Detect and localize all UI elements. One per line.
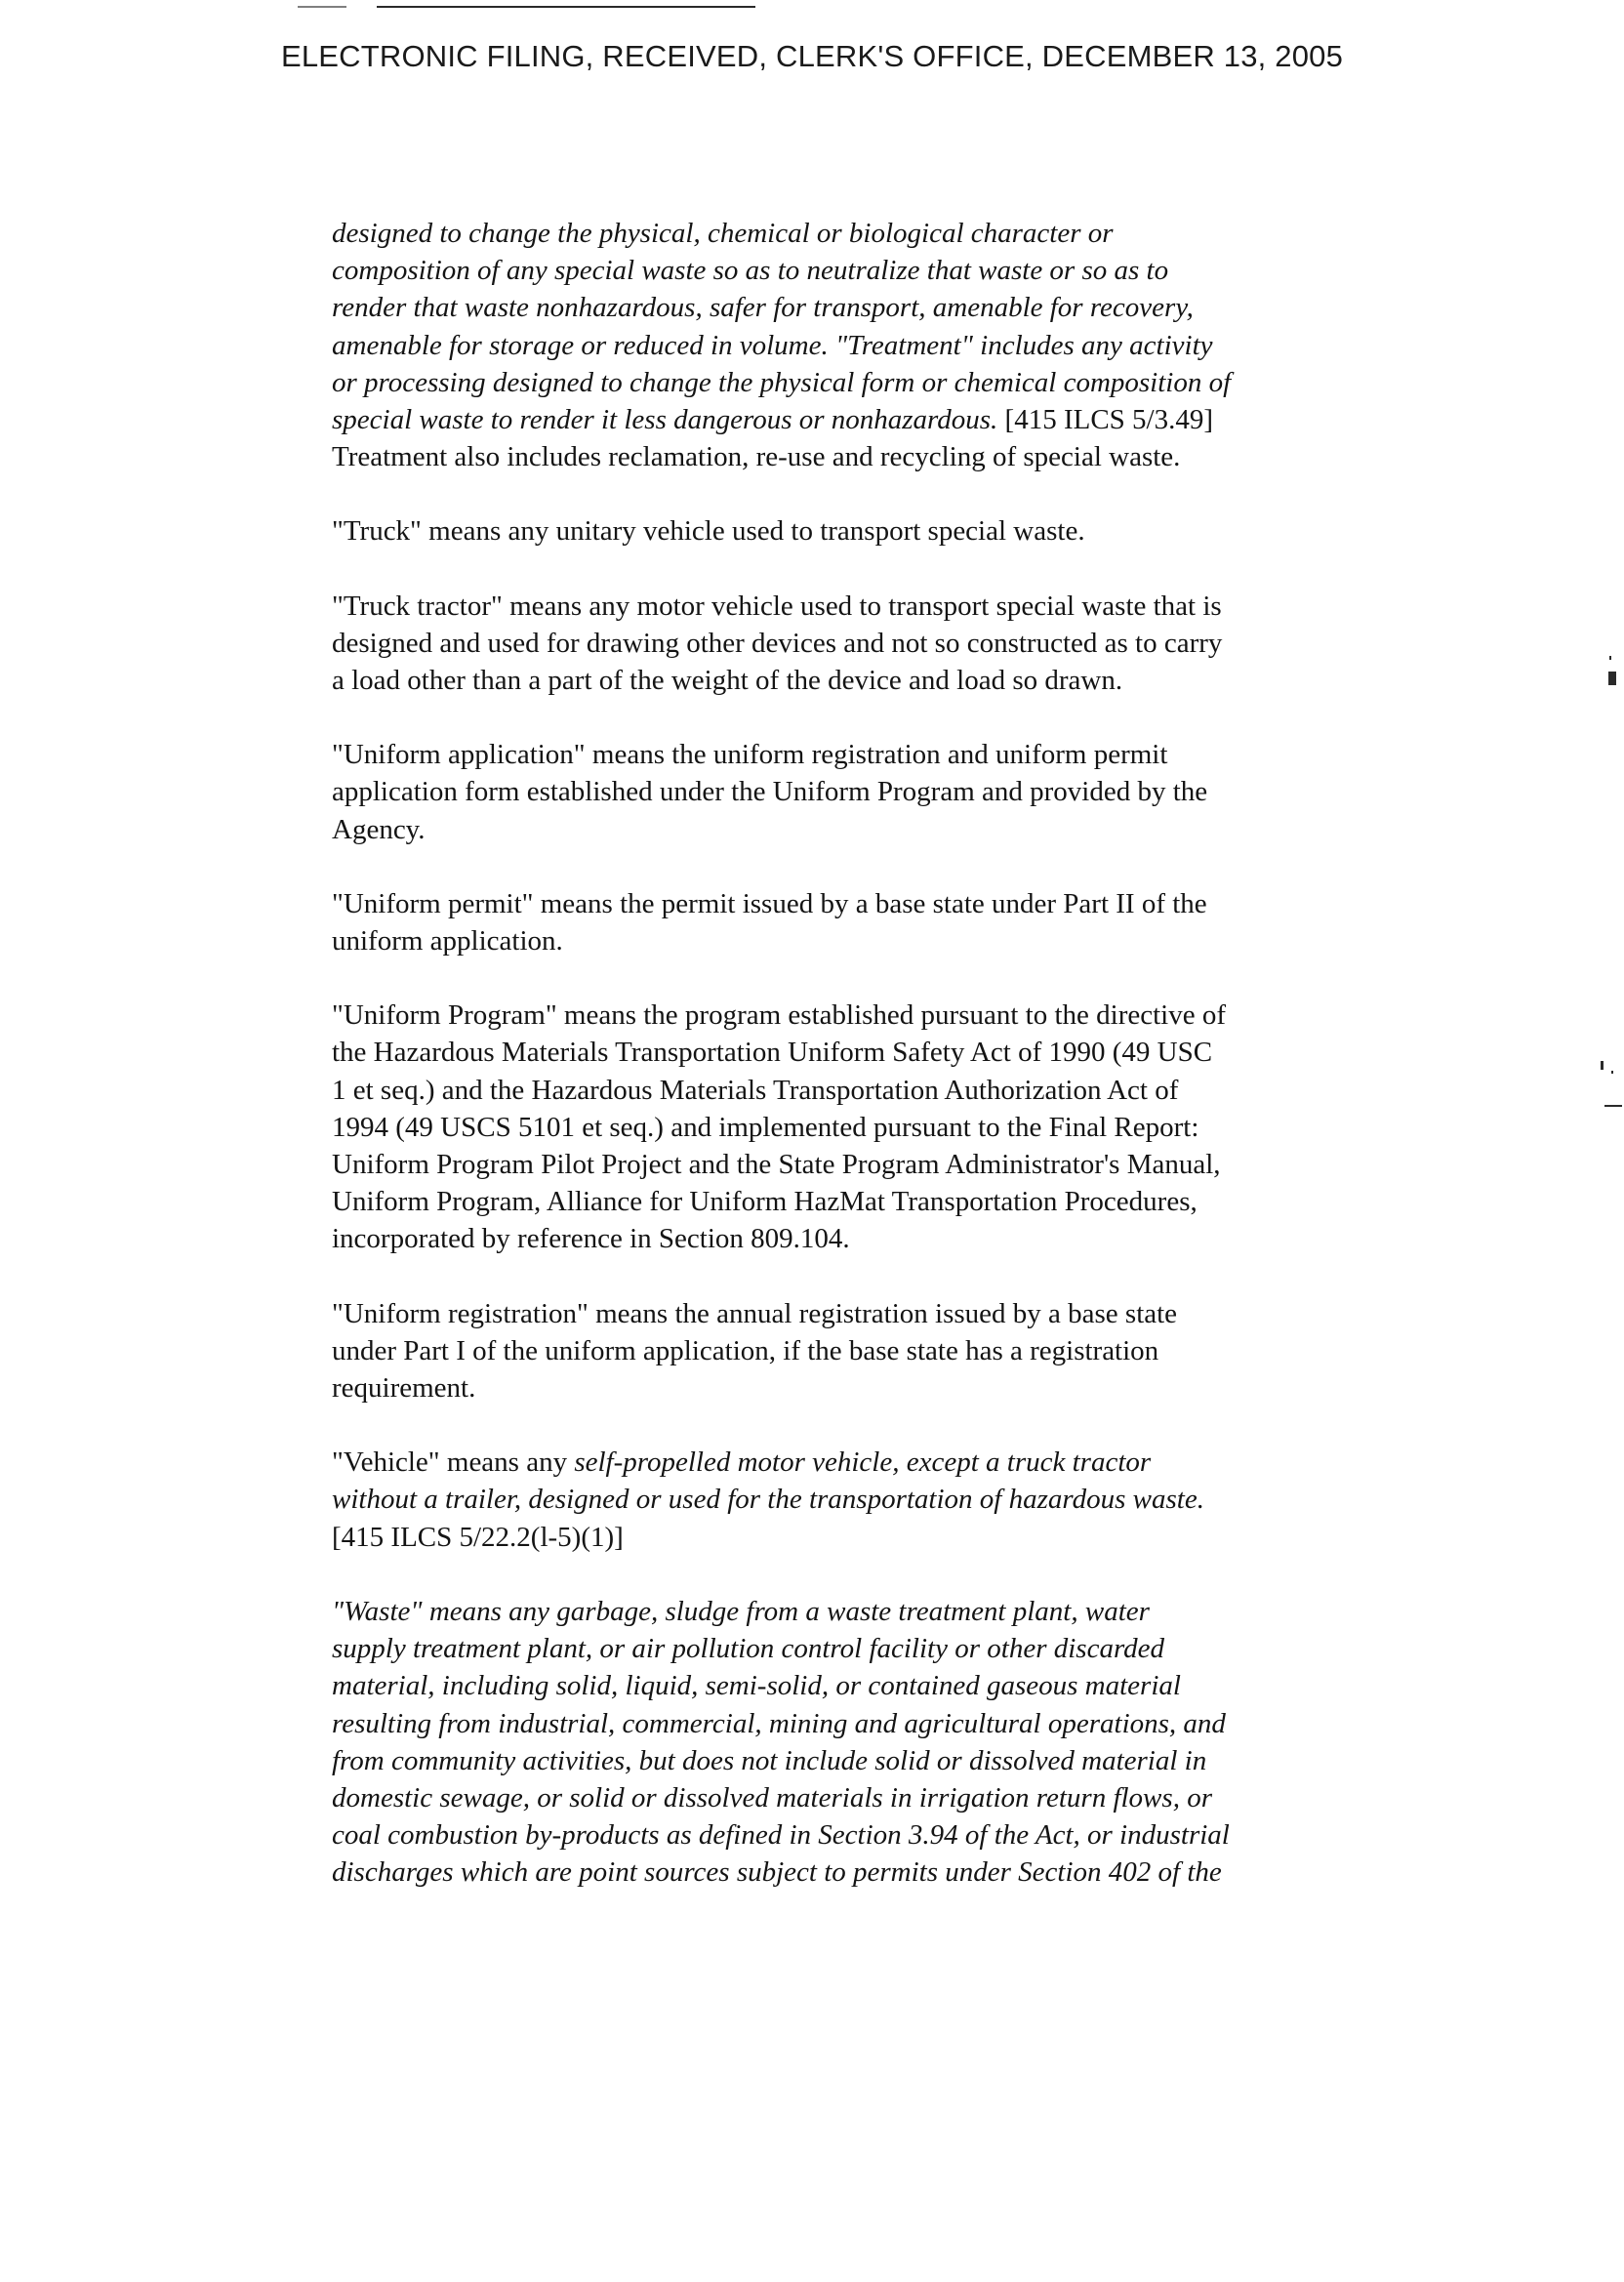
text-line bbox=[332, 289, 1386, 326]
text-segment: Treatment also includes reclamation, re-use and recycling of special waste. bbox=[332, 441, 1181, 473]
italic-text-segment: self-propelled motor vehicle, except a truck tractor bbox=[574, 1447, 1152, 1479]
definition-paragraph bbox=[332, 588, 1386, 700]
text-line bbox=[332, 215, 1386, 252]
text-line bbox=[332, 438, 1386, 475]
text-line bbox=[332, 364, 1386, 401]
text-line bbox=[332, 1779, 1386, 1816]
text-segment: Uniform Program, Alliance for Uniform HazMat Transportation Procedures, bbox=[332, 1186, 1198, 1218]
scan-margin-mark bbox=[1611, 1071, 1613, 1074]
text-line bbox=[332, 1295, 1386, 1332]
italic-text-segment: discharges which are point sources subject to permits under Section 402 of the bbox=[332, 1856, 1222, 1889]
filing-stamp-header: ELECTRONIC FILING, RECEIVED, CLERK'S OFFICE, DECEMBER 13, 2005 bbox=[280, 39, 1344, 73]
text-line bbox=[332, 327, 1386, 364]
text-segment: "Uniform application" means the uniform registration and uniform permit bbox=[332, 739, 1168, 771]
text-segment: a load other than a part of the weight of the device and load so drawn. bbox=[332, 665, 1123, 697]
text-segment: incorporated by reference in Section 809.104. bbox=[332, 1223, 850, 1255]
text-segment: Uniform Program Pilot Project and the State Program Administrator's Manual, bbox=[332, 1149, 1221, 1181]
definition-paragraph bbox=[332, 1295, 1386, 1407]
text-line bbox=[332, 736, 1386, 773]
text-line bbox=[332, 1444, 1386, 1481]
text-line bbox=[332, 1854, 1386, 1891]
definition-paragraph bbox=[332, 1593, 1386, 1892]
text-segment: [415 ILCS 5/3.49] bbox=[997, 404, 1214, 436]
text-line bbox=[332, 1146, 1386, 1183]
definition-paragraph bbox=[332, 512, 1386, 550]
text-segment: "Uniform permit" means the permit issued by a base state under Part II of the bbox=[332, 887, 1207, 919]
text-segment: under Part I of the uniform application, if the base state has a registration bbox=[332, 1334, 1159, 1366]
text-segment: Agency. bbox=[332, 813, 426, 845]
text-segment: "Vehicle" means any bbox=[332, 1447, 575, 1479]
text-line bbox=[332, 997, 1386, 1034]
text-line bbox=[332, 512, 1386, 550]
text-line bbox=[332, 1220, 1386, 1257]
italic-text-segment: material, including solid, liquid, semi-solid, or contained gaseous material bbox=[332, 1670, 1181, 1702]
italic-text-segment: or processing designed to change the physical form or chemical composition of bbox=[332, 366, 1232, 398]
italic-text-segment: without a trailer, designed or used for the transportation of hazardous waste. bbox=[332, 1484, 1204, 1516]
text-line bbox=[332, 885, 1386, 922]
text-line bbox=[332, 1519, 1386, 1556]
top-scan-rule-long bbox=[377, 6, 755, 8]
scan-margin-mark bbox=[1608, 672, 1616, 685]
text-line bbox=[332, 1816, 1386, 1854]
text-segment: "Truck" means any unitary vehicle used to transport special waste. bbox=[332, 515, 1085, 548]
text-line bbox=[332, 773, 1386, 810]
document-body bbox=[332, 215, 1386, 1929]
text-line bbox=[332, 252, 1386, 289]
text-segment: [415 ILCS 5/22.2(l-5)(1)] bbox=[332, 1521, 624, 1553]
italic-text-segment: coal combustion by-products as defined in Section 3.94 of the Act, or industrial bbox=[332, 1819, 1230, 1852]
text-line bbox=[332, 401, 1386, 438]
italic-text-segment: resulting from industrial, commercial, mining and agricultural operations, and bbox=[332, 1707, 1226, 1739]
text-line bbox=[332, 1742, 1386, 1779]
text-segment: uniform application. bbox=[332, 925, 563, 958]
text-segment: 1 et seq.) and the Hazardous Materials Transportation Authorization Act of bbox=[332, 1074, 1179, 1106]
text-line bbox=[332, 922, 1386, 959]
italic-text-segment: "Waste" means any garbage, sludge from a waste treatment plant, water bbox=[332, 1595, 1150, 1627]
text-segment: 1994 (49 USCS 5101 et seq.) and implemented pursuant to the Final Report: bbox=[332, 1111, 1199, 1143]
italic-text-segment: supply treatment plant, or air pollution control facility or other discarded bbox=[332, 1633, 1165, 1665]
text-segment: designed and used for drawing other devices and not so constructed as to carry bbox=[332, 627, 1223, 659]
text-line bbox=[332, 1369, 1386, 1406]
definition-paragraph bbox=[332, 997, 1386, 1257]
italic-text-segment: domestic sewage, or solid or dissolved materials in irrigation return flows, or bbox=[332, 1781, 1212, 1813]
definition-paragraph bbox=[332, 736, 1386, 848]
text-line bbox=[332, 588, 1386, 625]
text-segment: "Uniform registration" means the annual registration issued by a base state bbox=[332, 1297, 1178, 1329]
text-line bbox=[332, 1705, 1386, 1742]
text-line bbox=[332, 662, 1386, 699]
top-scan-rule-short bbox=[298, 6, 346, 8]
text-line bbox=[332, 1630, 1386, 1667]
definition-paragraph bbox=[332, 1444, 1386, 1556]
text-segment: the Hazardous Materials Transportation Uniform Safety Act of 1990 (49 USC bbox=[332, 1037, 1213, 1069]
text-segment: application form established under the Uniform Program and provided by the bbox=[332, 776, 1208, 808]
scan-margin-mark bbox=[1601, 1061, 1604, 1070]
italic-text-segment: from community activities, but does not include solid or dissolved material in bbox=[332, 1744, 1207, 1776]
text-line bbox=[332, 1593, 1386, 1630]
definition-paragraph bbox=[332, 885, 1386, 959]
italic-text-segment: composition of any special waste so as to neutralize that waste or so as to bbox=[332, 255, 1169, 287]
text-line bbox=[332, 1183, 1386, 1220]
text-segment: "Uniform Program" means the program established pursuant to the directive of bbox=[332, 999, 1226, 1032]
text-line bbox=[332, 1332, 1386, 1369]
scan-margin-mark bbox=[1609, 656, 1611, 660]
text-segment: requirement. bbox=[332, 1372, 476, 1405]
text-line bbox=[332, 1072, 1386, 1109]
text-line bbox=[332, 1034, 1386, 1071]
italic-text-segment: amenable for storage or reduced in volume. "Treatment" includes any activity bbox=[332, 329, 1213, 361]
definition-paragraph bbox=[332, 215, 1386, 475]
text-segment: "Truck tractor" means any motor vehicle used to transport special waste that is bbox=[332, 590, 1222, 622]
text-line bbox=[332, 1481, 1386, 1518]
italic-text-segment: designed to change the physical, chemical or biological character or bbox=[332, 218, 1114, 249]
text-line bbox=[332, 625, 1386, 662]
italic-text-segment: render that waste nonhazardous, safer for transport, amenable for recovery, bbox=[332, 292, 1194, 324]
text-line bbox=[332, 1667, 1386, 1704]
text-line bbox=[332, 811, 1386, 848]
scan-margin-mark bbox=[1604, 1105, 1622, 1107]
italic-text-segment: special waste to render it less dangerous or nonhazardous. bbox=[332, 404, 998, 436]
text-line bbox=[332, 1109, 1386, 1146]
